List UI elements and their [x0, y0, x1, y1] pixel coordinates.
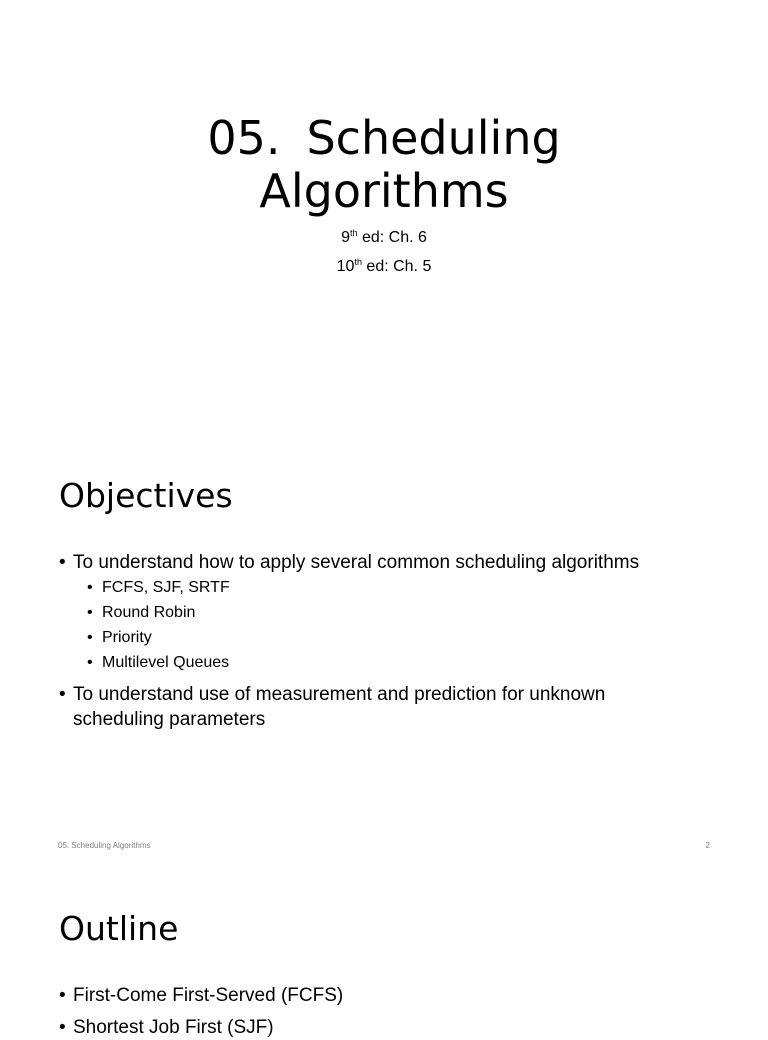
bullet-dot-icon: •: [87, 629, 93, 646]
objective-bullet-1: • To understand how to apply several common scheduling algorithms: [59, 552, 640, 573]
title-slide: [0, 0, 768, 436]
bullet-dot-icon: •: [87, 604, 93, 621]
bullet-dot-icon: •: [59, 684, 66, 705]
bullet-dot-icon: •: [87, 654, 93, 671]
page-number: 2: [705, 841, 710, 850]
sub-bullet-3: • Priority: [87, 629, 152, 646]
outline-bullet-1: • First-Come First-Served (FCFS): [59, 985, 344, 1006]
outline-heading: Outline: [59, 909, 179, 948]
bullet-dot-icon: •: [59, 552, 66, 573]
objectives-heading: Objectives: [59, 476, 233, 515]
edition-9-line: 9th ed: Ch. 6: [341, 228, 427, 246]
sub-bullet-1: • FCFS, SJF, SRTF: [87, 579, 230, 596]
objectives-slide: [0, 436, 768, 872]
title-line-1: [0, 112, 768, 165]
objective-bullet-2: • To understand use of measurement and prediction for unknown scheduling parameters: [59, 684, 606, 730]
outline-slide: [0, 872, 768, 1038]
outline-bullet-2: • Shortest Job First (SJF): [59, 1017, 274, 1038]
sub-bullet-4: • Multilevel Queues: [87, 654, 230, 671]
title-number: 05.: [207, 111, 281, 165]
bullet-dot-icon: •: [59, 985, 66, 1006]
edition-10-line: 10th ed: Ch. 5: [336, 257, 432, 275]
slide-title: [0, 112, 768, 218]
sub-bullet-2: • Round Robin: [87, 604, 196, 621]
title-line-2: Algorithms: [259, 164, 509, 218]
bullet-dot-icon: •: [59, 1017, 66, 1038]
title-word-1: Scheduling: [306, 111, 561, 165]
footer-title: 05. Scheduling Algorithms: [58, 841, 151, 850]
bullet-dot-icon: •: [87, 579, 93, 596]
